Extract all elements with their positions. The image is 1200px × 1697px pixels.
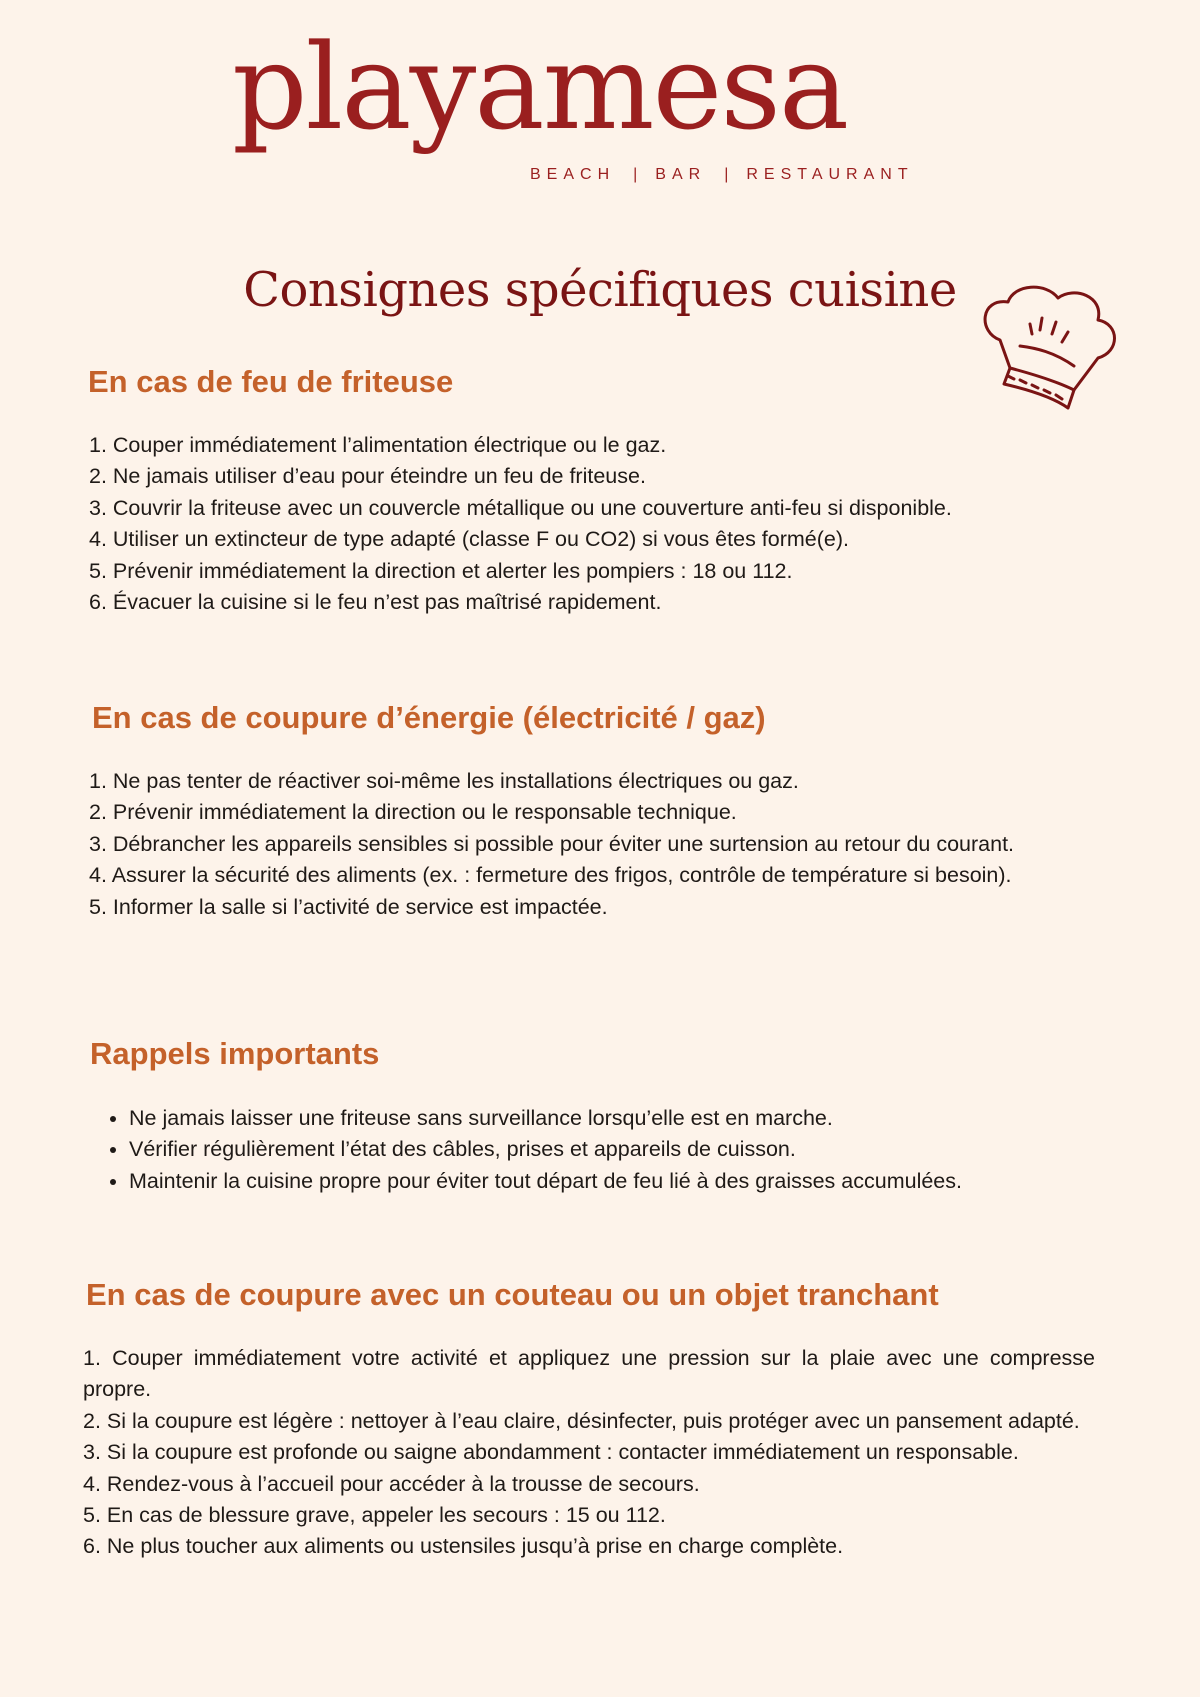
brand-logo: playamesa [232,18,848,156]
list-item: 1. Couper immédiatement votre activité et appliquez une pression sur la plaie avec une compresse propre. [83,1346,1095,1402]
section-list-power-outage [89,766,1095,923]
section-list-knife-cut [83,1343,1095,1563]
list-item: 4. Assurer la sécurité des aliments (ex. : fermeture des frigos, contrôle de température si besoin). [89,863,1012,888]
list-item: 6. Évacuer la cuisine si le feu n’est pas maîtrisé rapidement. [89,590,662,615]
list-item: 5. Prévenir immédiatement la direction et alerter les pompiers : 18 ou 112. [89,558,793,583]
bullet-item: • Maintenir la cuisine propre pour éviter tout départ de feu lié à des graisses accumulées. [129,1166,1095,1197]
tagline-bar: BAR [655,166,707,183]
list-item: 2. Ne jamais utiliser d’eau pour éteindre un feu de friteuse. [89,464,646,489]
list-item: 2. Prévenir immédiatement la direction ou le responsable technique. [89,800,737,825]
page-title: Consignes spécifiques cuisine [243,262,957,318]
list-item: 3. Si la coupure est profonde ou saigne abondamment : contacter immédiatement un responsable. [83,1440,1019,1465]
tagline-separator: | [633,166,638,183]
tagline-separator: | [724,166,729,183]
tagline-restaurant: RESTAURANT [746,166,914,183]
brand-tagline [530,166,914,184]
chef-hat-icon [970,280,1130,420]
list-item: 3. Débrancher les appareils sensibles si possible pour éviter une surtension au retour du courant. [89,831,1015,856]
section-list-reminders [89,1103,1095,1197]
tagline-beach: BEACH [530,166,616,183]
list-item: 5. En cas de blessure grave, appeler les secours : 15 ou 112. [83,1503,666,1528]
section-heading-fryer-fire: En cas de feu de friteuse [88,364,454,399]
list-item: 5. Informer la salle si l’activité de service est impactée. [89,894,608,919]
list-item: 6. Ne plus toucher aux aliments ou ustensiles jusqu’à prise en charge complète. [83,1534,844,1559]
list-item: 4. Rendez-vous à l’accueil pour accéder à la trousse de secours. [83,1471,700,1496]
list-item: 4. Utiliser un extincteur de type adapté (classe F ou CO2) si vous êtes formé(e). [89,527,849,552]
bullet-item: • Vérifier régulièrement l’état des câbles, prises et appareils de cuisson. [129,1134,1095,1165]
section-heading-knife-cut: En cas de coupure avec un couteau ou un objet tranchant [86,1277,939,1312]
section-heading-reminders: Rappels importants [90,1036,380,1071]
list-item: 1. Couper immédiatement l’alimentation électrique ou le gaz. [89,433,667,457]
section-heading-power-outage: En cas de coupure d’énergie (électricité / gaz) [92,700,766,735]
list-item: 2. Si la coupure est légère : nettoyer à l’eau claire, désinfecter, puis protéger avec un pansement adapté. [83,1408,1080,1433]
bullet-item: • Ne jamais laisser une friteuse sans surveillance lorsqu’elle est en marche. [129,1103,1095,1134]
section-list-fryer-fire [89,430,1095,618]
list-item: 1. Ne pas tenter de réactiver soi-même les installations électriques ou gaz. [89,769,799,793]
list-item: 3. Couvrir la friteuse avec un couvercle métallique ou une couverture anti-feu si disponible. [89,495,952,520]
